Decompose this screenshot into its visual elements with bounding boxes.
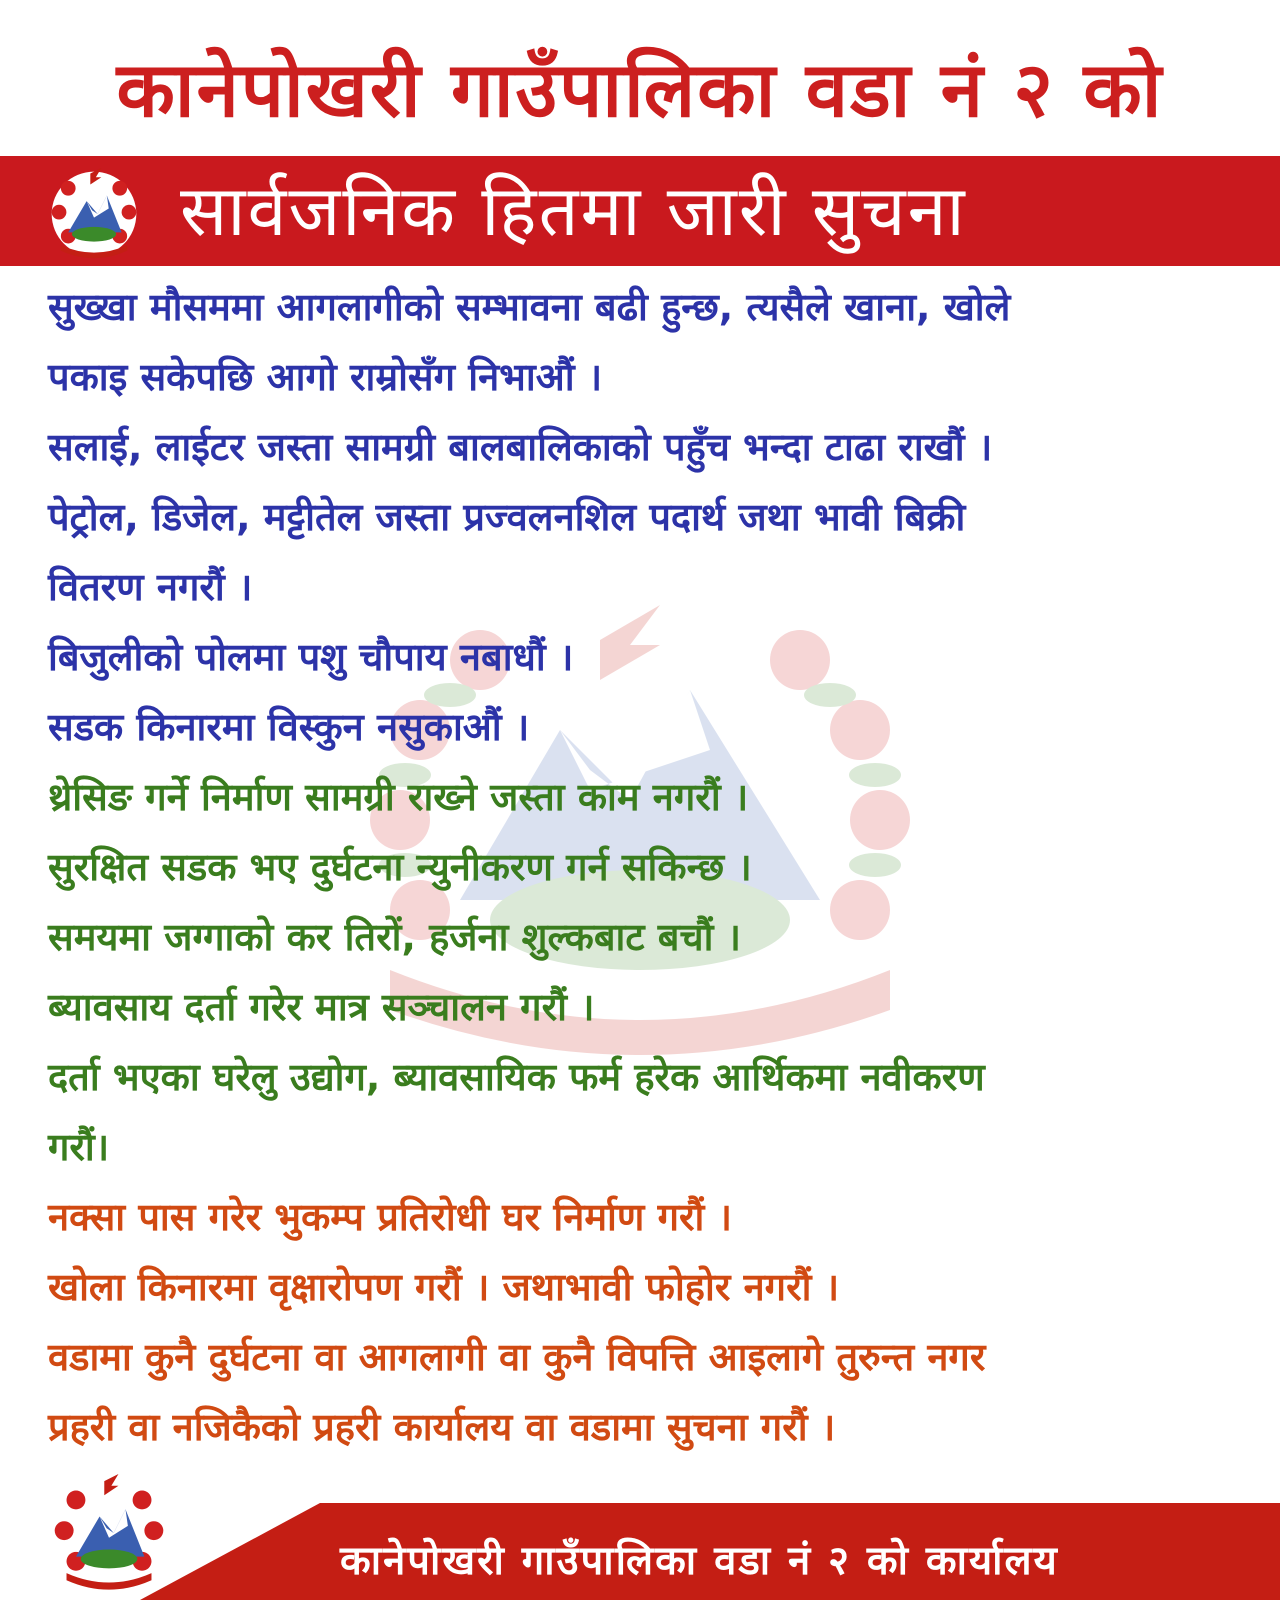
notice-line: सुख्खा मौसममा आगलागीको सम्भावना बढी हुन्छ, त्यसैले खाना, खोले <box>48 285 1011 329</box>
notice-line: प्रहरी वा नजिकैको प्रहरी कार्यालय वा वडामा सुचना गरौं । <box>48 1405 836 1449</box>
page-title: कानेपोखरी गाउँपालिका वडा नं २ को <box>116 45 1164 134</box>
notice-line: गरौं। <box>48 1125 110 1169</box>
notice-line: थ्रेसिङ गर्ने निर्माण सामग्री राख्ने जस्ता काम नगरौं । <box>48 775 749 819</box>
notice-line: खोला किनारमा वृक्षारोपण गरौं । जथाभावी फोहोर नगरौं । <box>48 1265 840 1309</box>
notice-line: वडामा कुनै दुर्घटना वा आगलागी वा कुनै विपत्ति आइलागे तुरुन्त नगर <box>48 1335 986 1379</box>
nepal-emblem-icon <box>48 168 140 260</box>
notice-line: सलाई, लाईटर जस्ता सामग्री बालबालिकाको पहुँच भन्दा टाढा राखौं । <box>48 425 993 469</box>
notice-list <box>48 272 1238 1462</box>
notice-banner <box>0 156 1280 266</box>
footer-office-name: कानेपोखरी गाउँपालिका वडा नं २ को कार्यालय <box>340 1538 1059 1584</box>
notice-line: पेट्रोल, डिजेल, मट्टीतेल जस्ता प्रज्वलनशिल पदार्थ जथा भावी बिक्री <box>48 495 966 539</box>
notice-line: वितरण नगरौं । <box>48 565 253 609</box>
notice-line: नक्सा पास गरेर भुकम्प प्रतिरोधी घर निर्माण गरौं । <box>48 1195 733 1239</box>
notice-line: बिजुलीको पोलमा पशु चौपाय नबाधौं । <box>48 635 574 679</box>
notice-line: दर्ता भएका घरेलु उद्योग, ब्यावसायिक फर्म हरेक आर्थिकमा नवीकरण <box>48 1055 985 1099</box>
notice-line: पकाइ सकेपछि आगो राम्रोसँग निभाऔं । <box>48 355 603 399</box>
banner-heading: सार्वजनिक हितमा जारी सुचना <box>180 170 967 252</box>
notice-line: समयमा जग्गाको कर तिरों, हर्जना शुल्कबाट बचौं । <box>48 915 742 959</box>
notice-line: सडक किनारमा विस्कुन नसुकाऔं । <box>48 705 530 749</box>
notice-line: ब्यावसाय दर्ता गरेर मात्र सञ्चालन गरौं । <box>48 985 595 1029</box>
nepal-emblem-icon <box>50 1474 168 1592</box>
notice-line: सुरक्षित सडक भए दुर्घटना न्युनीकरण गर्न सकिन्छ । <box>48 845 752 889</box>
